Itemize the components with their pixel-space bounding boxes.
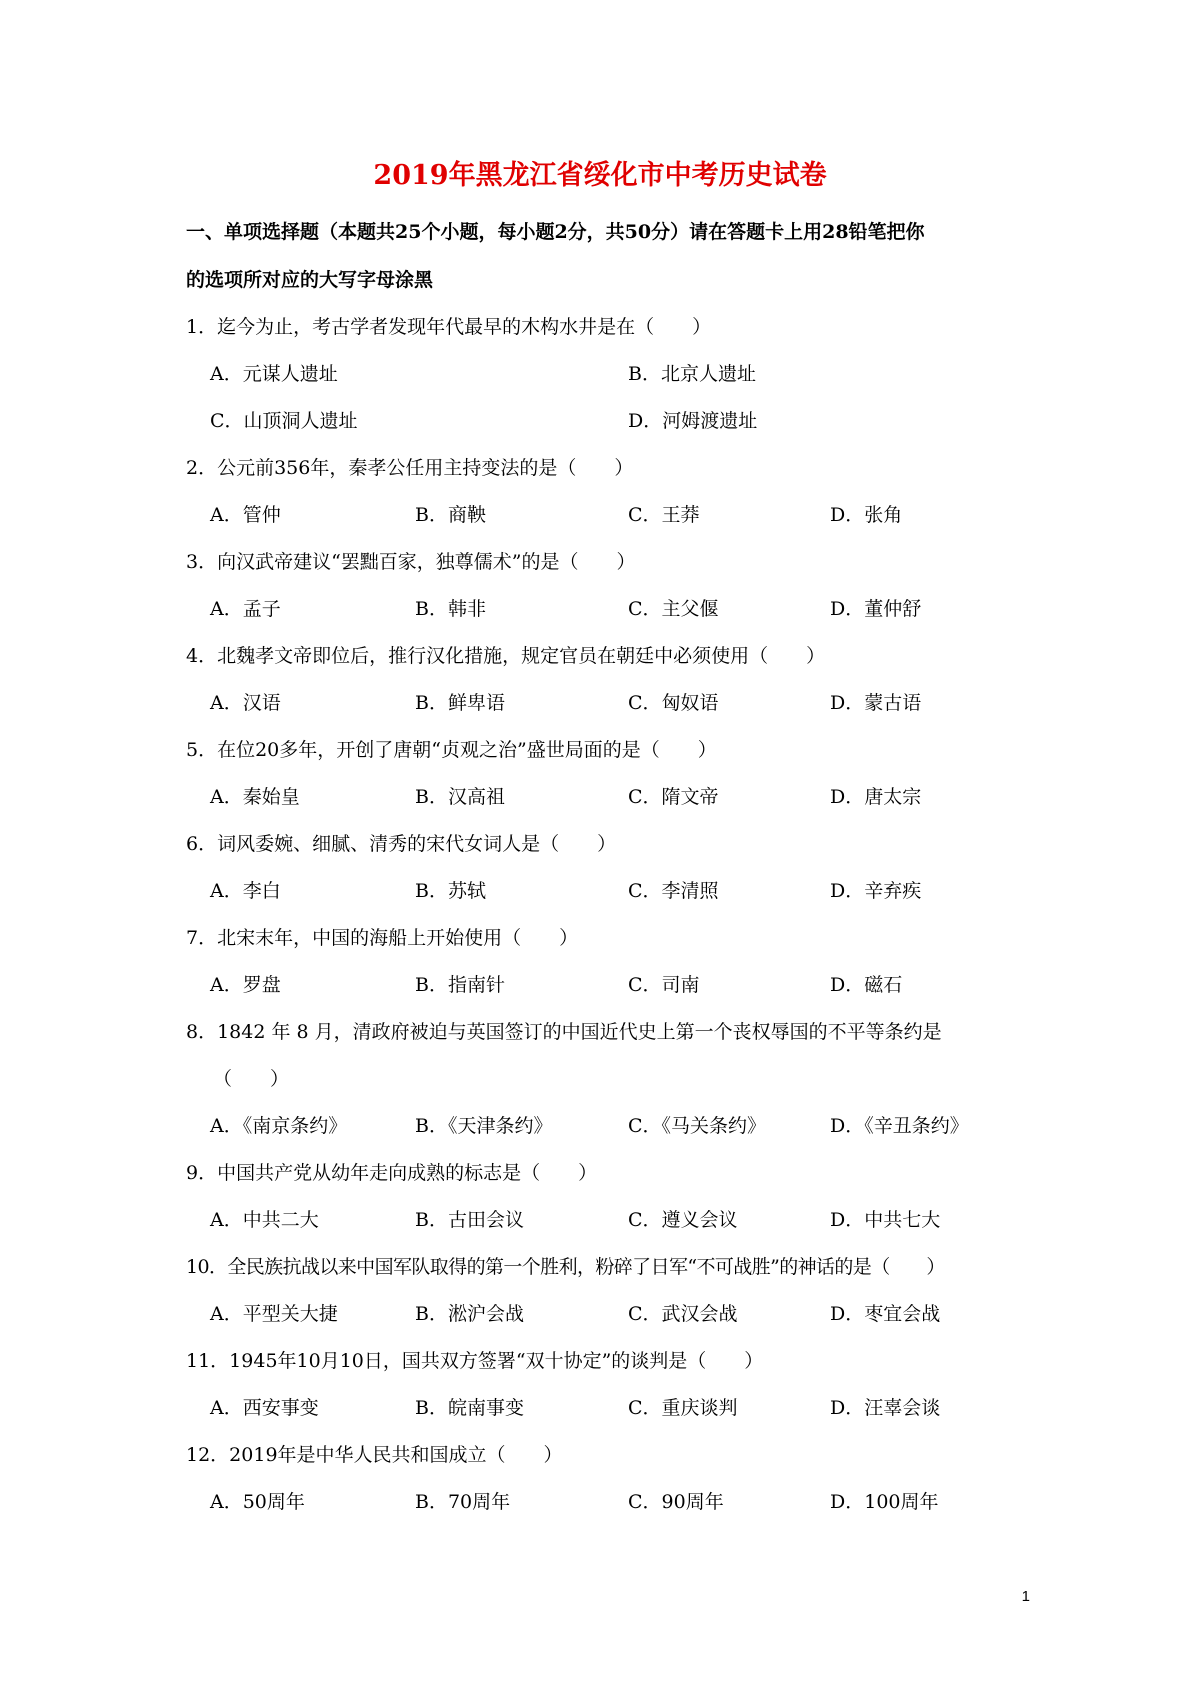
- question-8-stem-continued: （ ）: [213, 1068, 290, 1090]
- question-3-option-c: C．主父偃: [628, 598, 719, 620]
- question-9-option-d: D．中共七大: [830, 1209, 941, 1231]
- question-6-option-d: D．辛弃疾: [830, 880, 922, 902]
- question-2-option-d: D．张角: [830, 504, 903, 526]
- question-6-option-a: A．李白: [210, 880, 281, 902]
- question-3-option-d: D．董仲舒: [830, 598, 922, 620]
- question-9-option-a: A．中共二大: [210, 1209, 319, 1231]
- question-9-option-b: B．古田会议: [415, 1209, 524, 1231]
- question-11-option-a: A．西安事变: [210, 1397, 319, 1419]
- question-8-option-d: D．《辛丑条约》: [830, 1115, 969, 1137]
- question-11-option-d: D．汪辜会谈: [830, 1397, 941, 1419]
- question-4-option-c: C．匈奴语: [628, 692, 719, 714]
- question-11-option-b: B．皖南事变: [415, 1397, 524, 1419]
- question-6-option-b: B．苏轼: [415, 880, 486, 902]
- exam-title: 2019年黑龙江省绥化市中考历史试卷: [373, 160, 827, 191]
- question-9-stem: 9．中国共产党从幼年走向成熟的标志是（ ）: [186, 1162, 598, 1184]
- question-1-stem: 1．迄今为止，考古学者发现年代最早的木构水井是在（ ）: [186, 316, 712, 338]
- section-heading-line-2: 的选项所对应的大写字母涂黑: [186, 269, 434, 291]
- question-7-option-a: A．罗盘: [210, 974, 281, 996]
- question-5-option-b: B．汉高祖: [415, 786, 505, 808]
- question-3-option-a: A．孟子: [210, 598, 281, 620]
- question-4-option-a: A．汉语: [210, 692, 281, 714]
- question-1-option-d: D．河姆渡遗址: [628, 410, 758, 432]
- question-8-option-a: A．《南京条约》: [210, 1115, 348, 1137]
- question-4-stem: 4．北魏孝文帝即位后，推行汉化措施，规定官员在朝廷中必须使用（ ）: [186, 645, 826, 667]
- page-number: 1: [1021, 1588, 1030, 1605]
- question-4-option-b: B．鲜卑语: [415, 692, 505, 714]
- question-10-option-c: C．武汉会战: [628, 1303, 738, 1325]
- question-5-option-a: A．秦始皇: [210, 786, 300, 808]
- question-12-option-c: C．90周年: [628, 1491, 724, 1513]
- question-6-stem: 6．词风委婉、细腻、清秀的宋代女词人是（ ）: [186, 833, 617, 855]
- question-7-option-d: D．磁石: [830, 974, 903, 996]
- question-9-option-c: C．遵义会议: [628, 1209, 738, 1231]
- question-4-option-d: D．蒙古语: [830, 692, 922, 714]
- question-12-option-a: A．50周年: [210, 1491, 305, 1513]
- question-12-option-d: D．100周年: [830, 1491, 939, 1513]
- question-12-stem: 12．2019年是中华人民共和国成立（ ）: [186, 1444, 563, 1466]
- question-7-option-c: C．司南: [628, 974, 700, 996]
- question-11-stem: 11．1945年10月10日，国共双方签署“双十协定”的谈判是（ ）: [186, 1350, 764, 1372]
- question-12-option-b: B．70周年: [415, 1491, 511, 1513]
- question-8-stem: 8．1842 年 8 月，清政府被迫与英国签订的中国近代史上第一个丧权辱国的不平等条约是: [186, 1021, 942, 1043]
- question-11-option-c: C．重庆谈判: [628, 1397, 738, 1419]
- question-3-option-b: B．韩非: [415, 598, 486, 620]
- section-heading: [186, 208, 1036, 304]
- question-10-stem: 10．全民族抗战以来中国军队取得的第一个胜利，粉碎了日军“不可战胜”的神话的是（ ）: [186, 1256, 945, 1278]
- question-8-option-b: B．《天津条约》: [415, 1115, 553, 1137]
- question-1-option-b: B．北京人遗址: [628, 363, 756, 385]
- question-7-option-b: B．指南针: [415, 974, 505, 996]
- section-heading-line-1: 一、单项选择题（本题共25个小题，每小题2分，共50分）请在答题卡上用28铅笔把你: [186, 221, 925, 243]
- question-2-stem: 2．公元前356年，秦孝公任用主持变法的是（ ）: [186, 457, 634, 479]
- question-5-option-c: C．隋文帝: [628, 786, 719, 808]
- question-2-option-c: C．王莽: [628, 504, 700, 526]
- question-8-option-c: C．《马关条约》: [628, 1115, 767, 1137]
- question-6-option-c: C．李清照: [628, 880, 719, 902]
- question-10-option-a: A．平型关大捷: [210, 1303, 338, 1325]
- question-2-option-b: B．商鞅: [415, 504, 486, 526]
- question-1-option-c: C．山顶洞人遗址: [210, 410, 358, 432]
- question-5-stem: 5．在位20多年，开创了唐朝“贞观之治”盛世局面的是（ ）: [186, 739, 717, 761]
- question-1-option-a: A．元谋人遗址: [210, 363, 338, 385]
- question-5-option-d: D．唐太宗: [830, 786, 922, 808]
- question-7-stem: 7．北宋末年，中国的海船上开始使用（ ）: [186, 927, 579, 949]
- question-10-option-b: B．淞沪会战: [415, 1303, 524, 1325]
- question-10-option-d: D．枣宜会战: [830, 1303, 941, 1325]
- question-2-option-a: A．管仲: [210, 504, 281, 526]
- question-3-stem: 3．向汉武帝建议“罢黜百家，独尊儒术”的是（ ）: [186, 551, 636, 573]
